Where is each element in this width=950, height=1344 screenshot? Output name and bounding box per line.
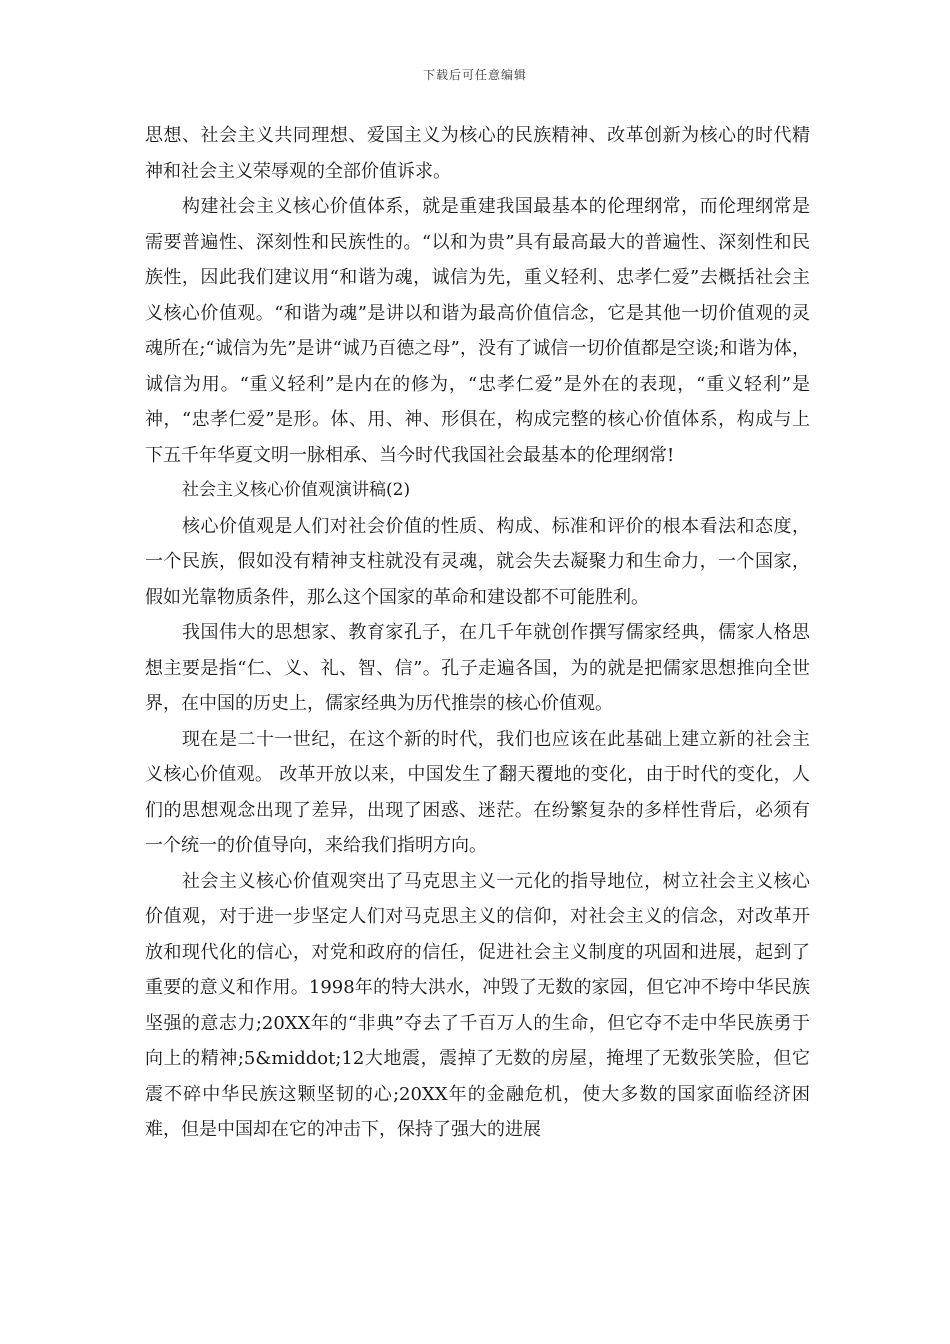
section-heading: 社会主义核心价值观演讲稿(2): [182, 480, 411, 500]
paragraph: 社会主义核心价值观突出了马克思主义一元化的指导地位，树立社会主义核心价值观，对于进一步坚定人们对马克思主义的信仰，对社会主义的信念，对改革开放和现代化的信心，对党和政府的信任，促进社会主义制度的巩固和进展，起到了重要的意义和作用。1998年的特大洪水，冲毁了无数的家园，但它冲不垮中华民族坚强的意志力;20XX年的“非典”夺去了千百万人的生命，但它夺不走中华民族勇于向上的精神;5&middot;12大地震，震掉了无数的房屋，掩埋了无数张笑脸，但它震不碎中华民族这颗坚韧的心;20XX年的金融危机，使大多数的国家面临经济困难，但是中国却在它的冲击下，保持了强大的进展: [145, 870, 810, 1140]
document-body: [145, 118, 810, 1148]
paragraph: 思想、社会主义共同理想、爱国主义为核心的民族精神、改革创新为核心的时代精神和社会主义荣辱观的全部价值诉求。: [145, 125, 810, 182]
paragraph: 我国伟大的思想家、教育家孔子，在几千年就创作撰写儒家经典，儒家人格思想主要是指“仁、义、礼、智、信”。孔子走遍各国，为的就是把儒家思想推向全世界，在中国的历史上，儒家经典为历代推崇的核心价值观。: [145, 622, 810, 714]
paragraph: 现在是二十一世纪，在这个新的时代，我们也应该在此基础上建立新的社会主义核心价值观。 改革开放以来，中国发生了翻天覆地的变化，由于时代的变化，人们的思想观念出现了差异，出现了困惑、迷茫。在纷繁复杂的多样性背后，必须有一个统一的价值导向，来给我们指明方向。: [145, 728, 810, 856]
paragraph: 构建社会主义核心价值体系，就是重建我国最基本的伦理纲常，而伦理纲常是需要普遍性、深刻性和民族性的。“以和为贵”具有最高最大的普遍性、深刻性和民族性，因此我们建议用“和谐为魂，诚信为先，重义轻利、忠孝仁爱”去概括社会主义核心价值观。“和谐为魂”是讲以和谐为最高价值信念，它是其他一切价值观的灵魂所在;“诚信为先”是讲“诚乃百德之母”，没有了诚信一切价值都是空谈;和谐为体，诚信为用。“重义轻利”是内在的修为，“忠孝仁爱”是外在的表现，“重义轻利”是神，“忠孝仁爱”是形。体、用、神、形俱在，构成完整的核心价值体系，构成与上下五千年华夏文明一脉相承、当今时代我国社会最基本的伦理纲常!: [145, 196, 810, 466]
page-header: 下载后可任意编辑: [422, 68, 527, 82]
paragraph: 核心价值观是人们对社会价值的性质、构成、标准和评价的根本看法和态度，一个民族，假如没有精神支柱就没有灵魂，就会失去凝聚力和生命力，一个国家，假如光靠物质条件，那么这个国家的革命和建设都不可能胜利。: [145, 515, 810, 608]
